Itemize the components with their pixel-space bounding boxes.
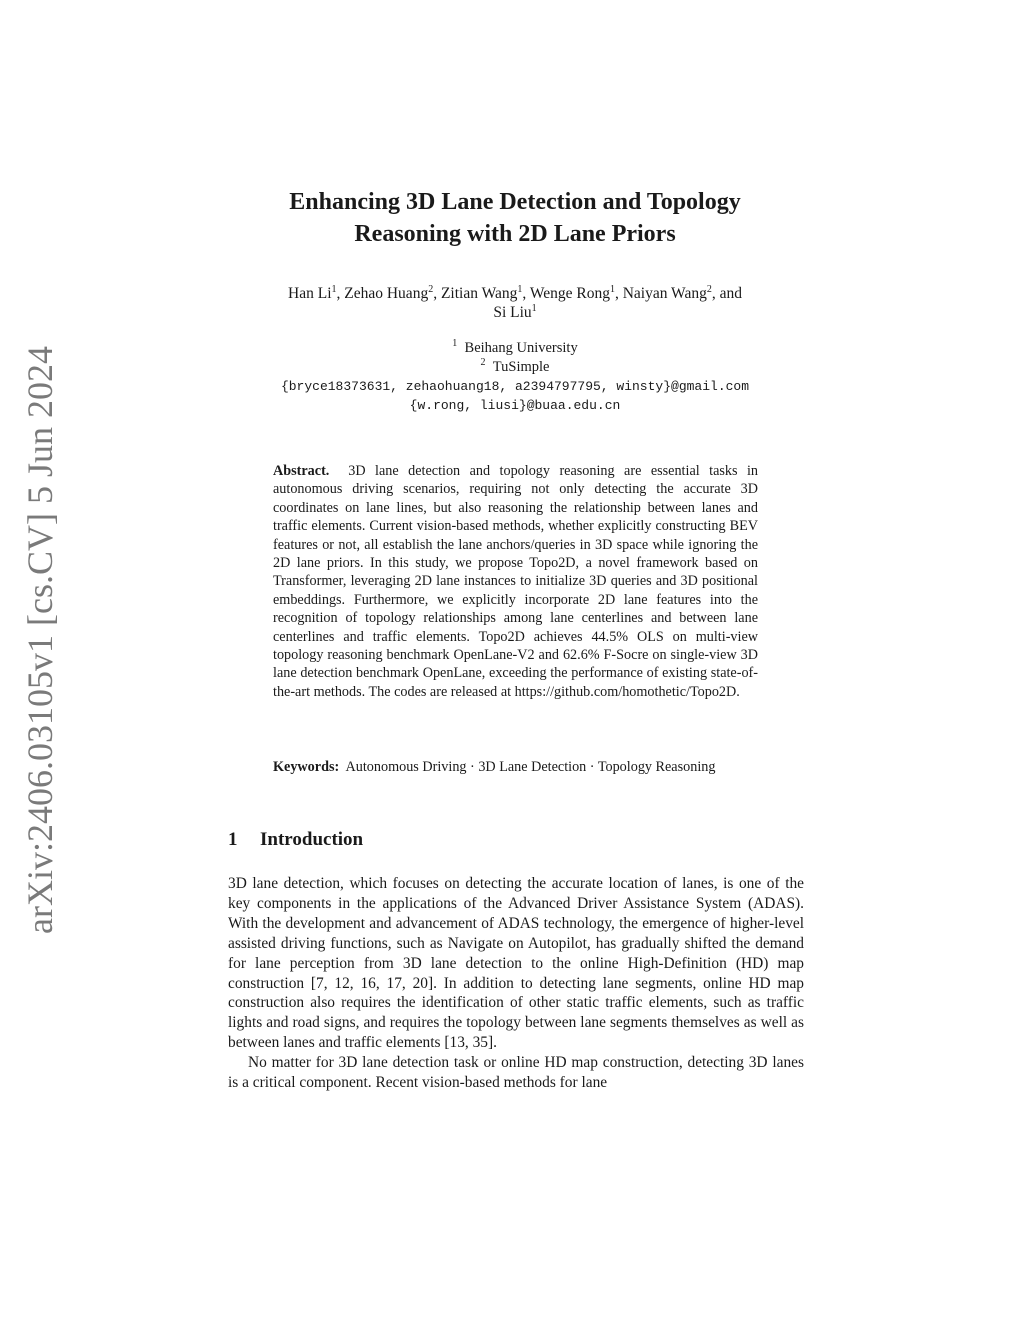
- author-name: Si Liu: [493, 304, 532, 321]
- abstract: [273, 462, 758, 701]
- author-separator: ,: [336, 285, 345, 302]
- affiliation-line: [228, 358, 802, 377]
- affiliation-line: [228, 339, 802, 358]
- keywords-text: Autonomous Driving · 3D Lane Detection · Topology Reasoning: [345, 759, 716, 775]
- paper-title: [228, 186, 802, 250]
- keywords: [273, 758, 758, 776]
- body-paragraph: 3D lane detection, which focuses on detecting the accurate location of lanes, is one of the key components in the applications of the Advanced Driver Assistance System (ADAS). With the development and advancement of ADAS technology, the emergence of higher-level assisted driving functions, such as Navigate on Autopilot, has gradually shifted the demand for lane perception from 3D lane detection to the online High-Definition (HD) map construction [7, 12, 16, 17, 20]. In addition to detecting lane segments, online HD map construction also requires the identification of other static traffic elements, such as traffic lights and road signs, and requires the topology between lane segments themselves as well as between lanes and traffic elements [13, 35].: [228, 875, 804, 1052]
- author-name: Han Li: [288, 285, 332, 302]
- author-separator: ,: [522, 285, 530, 302]
- author-affiliation-mark: 2: [428, 283, 434, 295]
- affiliations: [228, 339, 802, 415]
- author-conjunction: , and: [711, 285, 742, 302]
- section-heading: [228, 828, 363, 852]
- affiliation-name: TuSimple: [492, 359, 550, 375]
- author-name: Zehao Huang: [344, 285, 429, 302]
- author-separator: ,: [433, 285, 441, 302]
- author-line-2: [228, 303, 802, 322]
- author-separator: ,: [614, 285, 623, 302]
- author-list: [228, 284, 802, 322]
- section-title: Introduction: [260, 829, 364, 850]
- arxiv-identifier: arXiv:2406.03105v1 [cs.CV] 5 Jun 2024: [20, 346, 60, 934]
- author-affiliation-mark: 2: [706, 283, 712, 295]
- author-affiliation-mark: 1: [531, 302, 537, 314]
- section-body: [228, 874, 804, 1093]
- author-affiliation-mark: 1: [517, 283, 523, 295]
- author-affiliation-mark: 1: [331, 283, 337, 295]
- affiliation-number: 2: [480, 357, 486, 369]
- section-number: 1: [228, 829, 238, 850]
- email-line: {bryce18373631, zehaohuang18, a2394797795, winsty}@gmail.com: [280, 379, 750, 394]
- keywords-label: Keywords:: [273, 759, 340, 775]
- affiliation-number: 1: [452, 338, 458, 350]
- body-paragraph: No matter for 3D lane detection task or online HD map construction, detecting 3D lanes is a critical component. Recent vision-based methods for lane: [228, 1054, 804, 1092]
- author-line-1: [228, 284, 802, 303]
- paper-title-line-1: Enhancing 3D Lane Detection and Topology: [289, 189, 741, 215]
- email-line: {w.rong, liusi}@buaa.edu.cn: [409, 398, 621, 413]
- author-affiliation-mark: 1: [609, 283, 615, 295]
- affiliation-name: Beihang University: [464, 340, 578, 356]
- abstract-label: Abstract.: [273, 463, 330, 479]
- author-name: Wenge Rong: [529, 285, 610, 302]
- paper-title-line-2: Reasoning with 2D Lane Priors: [354, 221, 676, 247]
- author-name: Naiyan Wang: [622, 285, 707, 302]
- abstract-text: 3D lane detection and topology reasoning are essential tasks in autonomous driving scenarios, requiring not only detecting the accurate 3D coordinates on lane lines, but also reasoning the relationship between lanes and traffic elements. Current vision-based methods, whether explicitly constructing BEV features or not, all establish the lane anchors/queries in 3D space while ignoring the 2D lane priors. In this study, we propose Topo2D, a novel framework based on Transformer, leveraging 2D lane instances to initialize 3D queries and 3D positional embeddings. Furthermore, we explicitly incorporate 2D lane features into the recognition of topology relationships among lane centerlines and between lane centerlines and traffic elements. Topo2D achieves 44.5% OLS on multi-view topology reasoning benchmark OpenLane-V2 and 62.6% F-Socre on single-view 3D lane detection benchmark OpenLane, exceeding the performance of existing state-of-the-art methods. The codes are released at https://github.com/homothetic/Topo2D.: [273, 463, 759, 700]
- author-name: Zitian Wang: [440, 285, 518, 302]
